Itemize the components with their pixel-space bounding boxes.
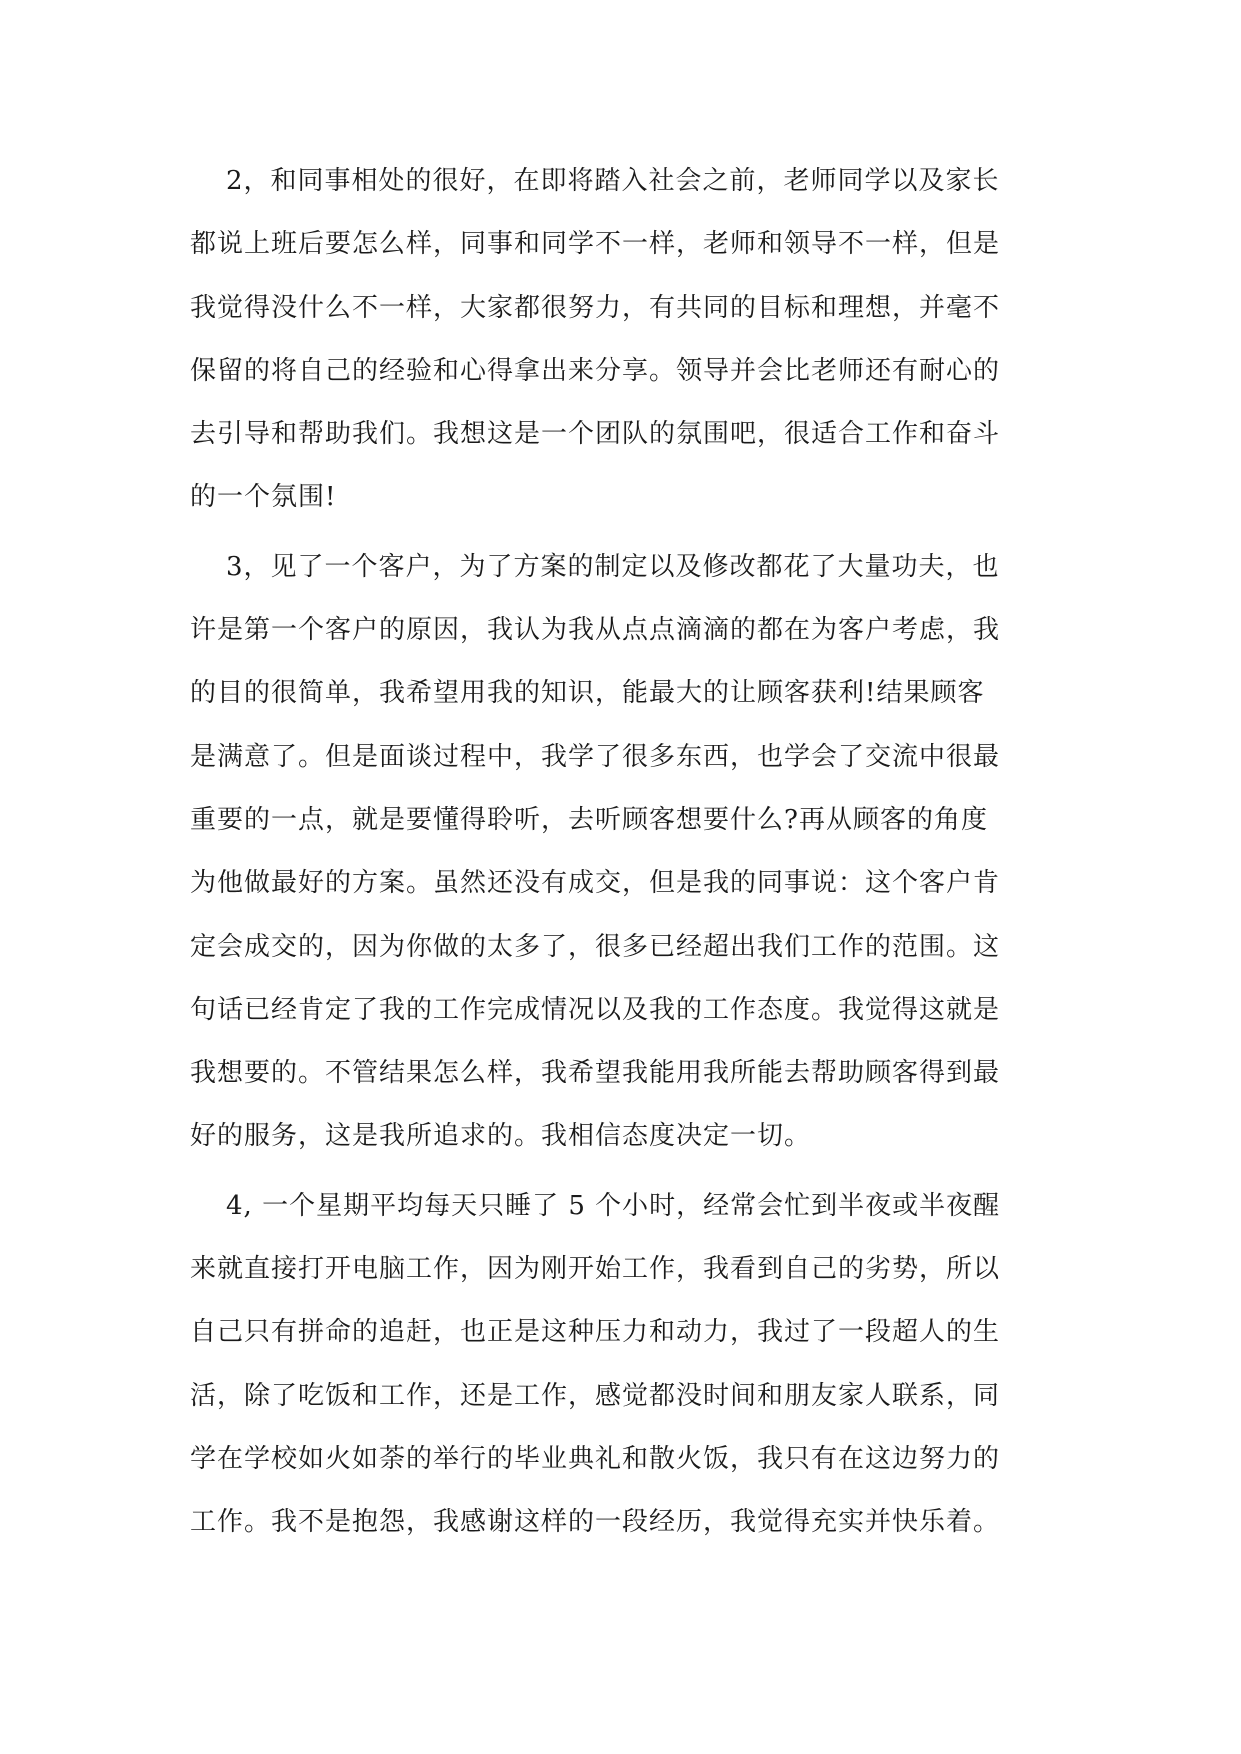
text-line: 为他做最好的方案。虽然还没有成交，但是我的同事说：这个客户肯 [190, 868, 1001, 899]
text-line: 3，见了一个客户，为了方案的制定以及修改都花了大量功夫，也 [226, 551, 1000, 582]
text-line: 保留的将自己的经验和心得拿出来分享。领导并会比老师还有耐心的 [190, 355, 1001, 386]
text-line: 定会成交的，因为你做的太多了，很多已经超出我们工作的范围。这 [190, 931, 1001, 962]
text-line: 句话已经肯定了我的工作完成情况以及我的工作态度。我觉得这就是 [190, 994, 1001, 1025]
text-line: 都说上班后要怎么样，同事和同学不一样，老师和领导不一样，但是 [190, 229, 1001, 260]
text-line: 工作。我不是抱怨，我感谢这样的一段经历，我觉得充实并快乐着。 [190, 1507, 1001, 1538]
text-line: 自己只有拼命的追赶，也正是这种压力和动力，我过了一段超人的生 [190, 1317, 1001, 1348]
text-line: 我觉得没什么不一样，大家都很努力，有共同的目标和理想，并毫不 [190, 292, 1001, 323]
text-line: 4, 一个星期平均每天只睡了 5 个小时，经常会忙到半夜或半夜醒 [226, 1190, 1001, 1221]
text-line: 的目的很简单，我希望用我的知识，能最大的让顾客获利!结果顾客 [190, 678, 985, 709]
text-line: 去引导和帮助我们。我想这是一个团队的氛围吧，很适合工作和奋斗 [190, 419, 1001, 450]
text-line: 学在学校如火如荼的举行的毕业典礼和散火饭，我只有在这边努力的 [190, 1443, 1001, 1474]
text-line: 2，和同事相处的很好，在即将踏入社会之前，老师同学以及家长 [226, 166, 1000, 196]
text-line: 我想要的。不管结果怎么样，我希望我能用我所能去帮助顾客得到最 [190, 1058, 1001, 1089]
paragraph-3 [190, 536, 1060, 1169]
text-line: 重要的一点，就是要懂得聆听，去听顾客想要什么?再从顾客的角度 [190, 804, 988, 835]
text-line: 活，除了吃饭和工作，还是工作，感觉都没时间和朋友家人联系，同 [190, 1380, 1001, 1411]
text-line: 来就直接打开电脑工作，因为刚开始工作，我看到自己的劣势，所以 [190, 1254, 1001, 1285]
text-line: 许是第一个客户的原因，我认为我从点点滴滴的都在为客户考虑，我 [190, 615, 1001, 646]
text-line: 的一个氛围! [190, 482, 337, 513]
text-line: 是满意了。但是面谈过程中，我学了很多东西，也学会了交流中很最 [190, 741, 1001, 772]
paragraph-4 [190, 1175, 1060, 1555]
document-page [190, 150, 1060, 1561]
text-line: 好的服务，这是我所追求的。我相信态度决定一切。 [190, 1121, 812, 1152]
paragraph-2 [190, 150, 1060, 530]
